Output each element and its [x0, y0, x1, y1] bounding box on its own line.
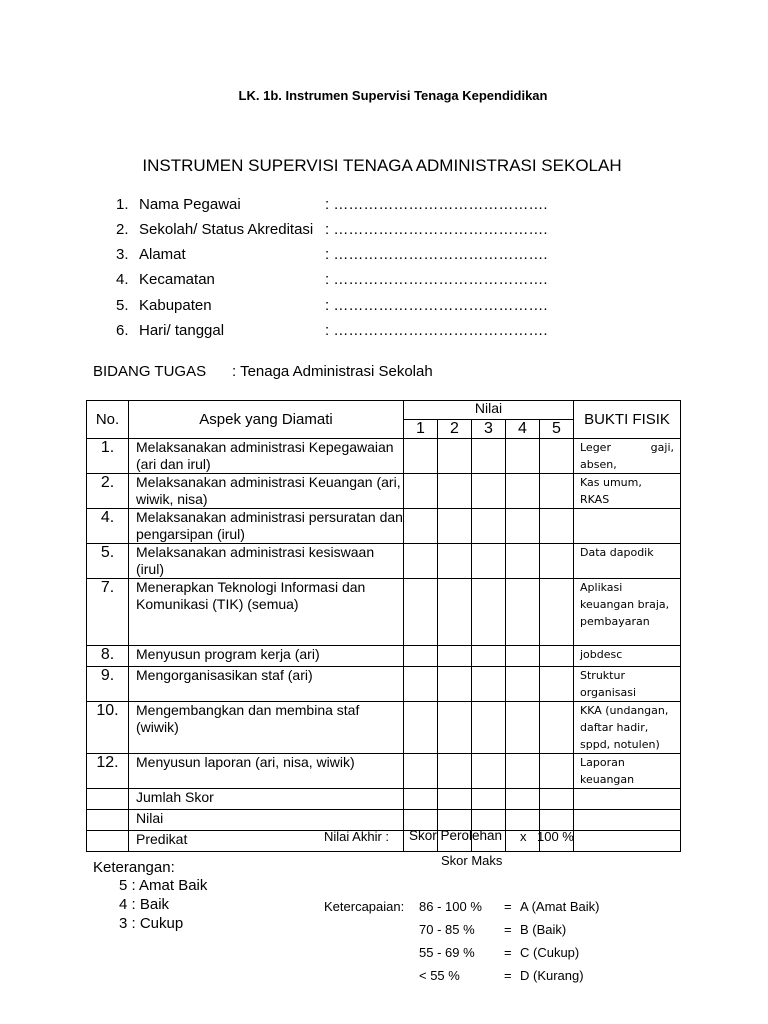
- score-cell[interactable]: [438, 474, 472, 509]
- header-bukti-fisik: BUKTI FISIK: [574, 401, 681, 439]
- bidang-tugas: [93, 363, 433, 380]
- row-number: 7.: [87, 579, 129, 646]
- empty-cell: [574, 831, 681, 852]
- score-cell[interactable]: [540, 702, 574, 754]
- row-number: 1.: [87, 439, 129, 474]
- field-hari-tanggal: [116, 322, 586, 344]
- score-cell[interactable]: [404, 789, 438, 810]
- summary-row-jumlah-skor: [87, 789, 681, 810]
- table-row: [87, 544, 681, 579]
- nilai-col-5: 5: [540, 420, 574, 439]
- formula-denominator: Skor Maks: [441, 853, 503, 868]
- score-cell[interactable]: [506, 439, 540, 474]
- field-sekolah: [116, 221, 586, 243]
- field-alamat: [116, 246, 586, 268]
- table-row: [87, 646, 681, 667]
- score-cell[interactable]: [404, 646, 438, 667]
- score-cell[interactable]: [404, 667, 438, 702]
- ketercapaian-label: Ketercapaian:: [324, 899, 405, 914]
- row-number: 4.: [87, 509, 129, 544]
- ketercapaian-eq: =: [504, 945, 512, 960]
- header-nilai: Nilai: [404, 401, 574, 420]
- ketercapaian-grade: B (Baik): [520, 922, 567, 937]
- field-label: Kecamatan: [139, 271, 215, 288]
- score-cell[interactable]: [472, 509, 506, 544]
- score-cell[interactable]: [540, 789, 574, 810]
- ketercapaian-eq: =: [504, 968, 512, 983]
- ketercapaian-eq: =: [504, 899, 512, 914]
- score-cell[interactable]: [540, 439, 574, 474]
- score-cell[interactable]: [438, 439, 472, 474]
- bidang-value: : Tenaga Administrasi Sekolah: [232, 363, 433, 380]
- score-cell[interactable]: [472, 754, 506, 789]
- field-label: Nama Pegawai: [139, 196, 241, 213]
- table-row: [87, 702, 681, 754]
- field-kabupaten: [116, 297, 586, 319]
- table-header-row: [87, 401, 681, 420]
- score-cell[interactable]: [438, 667, 472, 702]
- table-row: [87, 754, 681, 789]
- table-row: [87, 509, 681, 544]
- row-bukti: jobdesc: [574, 646, 681, 667]
- nilai-col-3: 3: [472, 420, 506, 439]
- row-number: 10.: [87, 702, 129, 754]
- row-bukti: Data dapodik: [574, 544, 681, 579]
- score-cell[interactable]: [506, 579, 540, 646]
- row-aspek: Melaksanakan administrasi kesiswaan (irul): [129, 544, 404, 579]
- score-cell[interactable]: [404, 509, 438, 544]
- summary-label: Jumlah Skor: [129, 789, 404, 810]
- field-number: 3.: [116, 246, 129, 263]
- score-cell[interactable]: [540, 646, 574, 667]
- score-cell[interactable]: [472, 579, 506, 646]
- field-number: 5.: [116, 297, 129, 314]
- field-blank: : …………………………………….: [325, 196, 548, 213]
- document-title: INSTRUMEN SUPERVISI TENAGA ADMINISTRASI SEKOLAH: [142, 156, 622, 175]
- keterangan-item: 3 : Cukup: [119, 915, 184, 932]
- formula-times: x: [520, 829, 527, 844]
- nilai-col-1: 1: [404, 420, 438, 439]
- nilai-col-4: 4: [506, 420, 540, 439]
- score-cell[interactable]: [540, 810, 574, 831]
- score-cell[interactable]: [506, 474, 540, 509]
- score-cell[interactable]: [438, 702, 472, 754]
- summary-row-nilai: [87, 810, 681, 831]
- row-bukti: [574, 509, 681, 544]
- score-cell[interactable]: [472, 789, 506, 810]
- score-cell[interactable]: [472, 667, 506, 702]
- field-label: Alamat: [139, 246, 186, 263]
- ketercapaian-grade: C (Cukup): [520, 945, 580, 960]
- nilai-col-2: 2: [438, 420, 472, 439]
- table-row: [87, 667, 681, 702]
- row-aspek: Mengembangkan dan membina staf (wiwik): [129, 702, 404, 754]
- score-cell[interactable]: [506, 544, 540, 579]
- row-aspek: Melaksanakan administrasi persuratan dan pengarsipan (irul): [129, 509, 404, 544]
- document-subtitle: LK. 1b. Instrumen Supervisi Tenaga Kependidikan: [238, 88, 548, 103]
- field-kecamatan: [116, 271, 586, 293]
- score-cell[interactable]: [540, 579, 574, 646]
- table-row: [87, 439, 681, 474]
- table-row: [87, 474, 681, 509]
- bidang-label: BIDANG TUGAS: [93, 363, 207, 380]
- field-label: Kabupaten: [139, 297, 212, 314]
- score-cell[interactable]: [404, 439, 438, 474]
- ketercapaian-range: 70 - 85 %: [419, 922, 475, 937]
- keterangan-item: 4 : Baik: [119, 896, 170, 913]
- score-cell[interactable]: [404, 579, 438, 646]
- score-cell[interactable]: [506, 810, 540, 831]
- field-number: 1.: [116, 196, 129, 213]
- empty-cell: [87, 789, 129, 810]
- field-blank: : …………………………………….: [325, 221, 548, 238]
- summary-label: Predikat: [129, 831, 404, 852]
- score-cell[interactable]: [472, 702, 506, 754]
- ketercapaian-grade: A (Amat Baik): [520, 899, 600, 914]
- score-cell[interactable]: [472, 439, 506, 474]
- formula-label: Nilai Akhir :: [324, 829, 390, 844]
- score-cell[interactable]: [438, 789, 472, 810]
- score-cell[interactable]: [506, 702, 540, 754]
- score-cell[interactable]: [438, 509, 472, 544]
- formula-numerator: Skor Perolehan: [409, 828, 503, 843]
- score-cell[interactable]: [404, 474, 438, 509]
- formula-percent: 100 %: [537, 829, 574, 844]
- row-number: 9.: [87, 667, 129, 702]
- score-cell[interactable]: [472, 646, 506, 667]
- row-aspek: Mengorganisasikan staf (ari): [129, 667, 404, 702]
- score-cell[interactable]: [438, 579, 472, 646]
- field-blank: : …………………………………….: [325, 271, 548, 288]
- row-number: 2.: [87, 474, 129, 509]
- score-cell[interactable]: [540, 474, 574, 509]
- ketercapaian-eq: =: [504, 922, 512, 937]
- row-bukti: Leger gaji, absen,: [574, 439, 681, 474]
- ketercapaian-range: < 55 %: [419, 968, 460, 983]
- score-cell[interactable]: [540, 509, 574, 544]
- field-label: Hari/ tanggal: [139, 322, 225, 339]
- keterangan-item: 5 : Amat Baik: [119, 877, 208, 894]
- row-bukti: Kas umum, RKAS: [574, 474, 681, 509]
- field-number: 6.: [116, 322, 129, 339]
- row-aspek: Menyusun laporan (ari, nisa, wiwik): [129, 754, 404, 789]
- row-number: 12.: [87, 754, 129, 789]
- empty-cell: [87, 831, 129, 852]
- score-cell[interactable]: [472, 474, 506, 509]
- field-number: 4.: [116, 271, 129, 288]
- score-cell[interactable]: [438, 754, 472, 789]
- ketercapaian-range: 55 - 69 %: [419, 945, 475, 960]
- ketercapaian-range: 86 - 100 %: [419, 899, 482, 914]
- row-aspek: Menerapkan Teknologi Informasi dan Komunikasi (TIK) (semua): [129, 579, 404, 646]
- score-cell[interactable]: [506, 509, 540, 544]
- field-blank: : …………………………………….: [325, 297, 548, 314]
- assessment-table: [86, 400, 681, 852]
- field-label: Sekolah/ Status Akreditasi: [139, 221, 314, 238]
- row-bukti: Aplikasi keuangan braja, pembayaran: [574, 579, 681, 646]
- score-cell[interactable]: [506, 754, 540, 789]
- table-row: [87, 579, 681, 646]
- row-aspek: Melaksanakan administrasi Keuangan (ari, wiwik, nisa): [129, 474, 404, 509]
- field-number: 2.: [116, 221, 129, 238]
- summary-label: Nilai: [129, 810, 404, 831]
- empty-cell: [574, 789, 681, 810]
- score-cell[interactable]: [540, 667, 574, 702]
- row-bukti: KKA (undangan, daftar hadir, sppd, notulen): [574, 702, 681, 754]
- row-aspek: Melaksanakan administrasi Kepegawaian (ari dan irul): [129, 439, 404, 474]
- score-cell[interactable]: [404, 702, 438, 754]
- empty-cell: [87, 810, 129, 831]
- field-nama-pegawai: [116, 196, 586, 218]
- header-no: No.: [87, 401, 129, 439]
- score-cell[interactable]: [540, 754, 574, 789]
- score-cell[interactable]: [540, 544, 574, 579]
- score-cell[interactable]: [438, 646, 472, 667]
- header-aspek: Aspek yang Diamati: [129, 401, 404, 439]
- score-cell[interactable]: [506, 789, 540, 810]
- row-bukti: Laporan keuangan: [574, 754, 681, 789]
- keterangan-title: Keterangan:: [93, 859, 175, 876]
- ketercapaian-grade: D (Kurang): [520, 968, 584, 983]
- score-cell[interactable]: [404, 754, 438, 789]
- row-bukti: Struktur organisasi: [574, 667, 681, 702]
- score-cell[interactable]: [506, 646, 540, 667]
- score-cell[interactable]: [506, 667, 540, 702]
- field-blank: : …………………………………….: [325, 246, 548, 263]
- empty-cell: [574, 810, 681, 831]
- row-aspek: Menyusun program kerja (ari): [129, 646, 404, 667]
- row-number: 8.: [87, 646, 129, 667]
- score-cell[interactable]: [472, 544, 506, 579]
- score-cell[interactable]: [438, 544, 472, 579]
- field-blank: : …………………………………….: [325, 322, 548, 339]
- score-cell[interactable]: [404, 544, 438, 579]
- row-number: 5.: [87, 544, 129, 579]
